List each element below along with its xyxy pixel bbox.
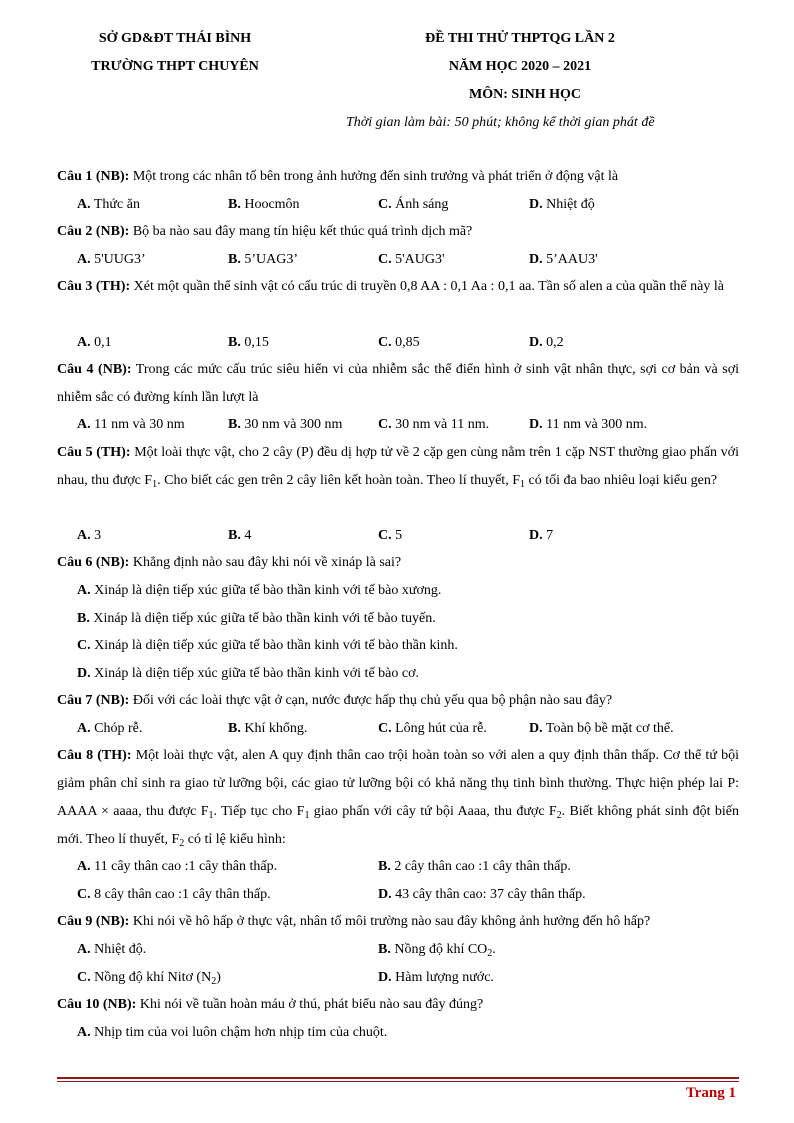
- option-d: D. Toàn bộ bề mặt cơ thể.: [529, 721, 674, 736]
- question-text: Khẳng định nào sau đây khi nói về xináp là sai?: [129, 555, 402, 570]
- option-d: D. 5’AAU3': [529, 252, 598, 267]
- option-b: B. 0,15: [228, 335, 269, 350]
- question-label: Câu 2 (NB):: [57, 224, 130, 239]
- option-c: C. 8 cây thân cao :1 cây thân thấp.: [77, 887, 271, 902]
- question-5: Câu 5 (TH): Một loài thực vật, cho 2 cây (P) đều dị hợp tử về 2 cặp gen cùng nằm trên 1 cặp NST thường giao phấn với nhau, thu được $F_1$. Cho biết các gen trên 2 cây liên kết hoàn toàn. Theo lí thuyết, $F_1$ có tối đa bao nhiêu loại kiểu gen?: [57, 445, 739, 490]
- option-c: C. 5'AUG3': [378, 252, 445, 267]
- option-c: C. Xináp là diện tiếp xúc giữa tế bào thần kinh với tế bào thần kinh.: [77, 638, 458, 653]
- footer-rule-thin: [57, 1081, 739, 1082]
- option-d: D. 43 cây thân cao: 37 cây thân thấp.: [378, 887, 586, 902]
- option-a: A. Chóp rễ.: [77, 721, 143, 736]
- option-d: D. Hàm lượng nước.: [378, 970, 494, 985]
- option-d: D. Nhiệt độ: [529, 197, 595, 212]
- option-b: B. Hoocmôn: [228, 197, 300, 212]
- option-c: C. 30 nm và 11 nm.: [378, 417, 490, 432]
- option-c: C. 0,85: [378, 335, 420, 350]
- exam-title: ĐỀ THI THỬ THPTQG LẦN 2: [425, 31, 615, 46]
- question-label: Câu 4 (NB):: [57, 362, 132, 377]
- question-label: Câu 3 (TH):: [57, 279, 131, 294]
- option-b: B. 4: [228, 528, 252, 543]
- option-a: A. 0,1: [77, 335, 112, 350]
- question-7: [57, 687, 739, 715]
- question-text: Bộ ba nào sau đây mang tín hiệu kết thúc quá trình dịch mã?: [129, 224, 473, 239]
- question-10: [57, 991, 739, 1019]
- question-2: [57, 218, 739, 246]
- question-label: Câu 5 (TH):: [57, 445, 131, 460]
- option-b: B. 30 nm và 300 nm: [228, 417, 343, 432]
- question-6: [57, 549, 739, 577]
- exam-time: Thời gian làm bài: 50 phút; không kể thời gian phát đề: [346, 115, 655, 130]
- page-number: Trang 1: [685, 1085, 736, 1101]
- question-label: Câu 1 (NB):: [57, 169, 130, 184]
- question-label: Câu 9 (NB):: [57, 914, 130, 929]
- option-a: A. 11 nm và 30 nm: [77, 417, 185, 432]
- subject: MÔN: SINH HỌC: [469, 87, 581, 102]
- school-year: NĂM HỌC 2020 – 2021: [448, 59, 592, 74]
- question-9: [57, 908, 739, 936]
- question-text: Một trong các nhân tố bên trong ảnh hưởng đến sinh trưởng và phát triển ở động vật là: [129, 169, 619, 184]
- option-c: C. Nồng độ khí Nitơ $(N_2)$: [77, 970, 221, 987]
- option-c: C. 5: [378, 528, 403, 543]
- question-8: Câu 8 (TH): Một loài thực vật, alen A quy định thân cao trội hoàn toàn so với alen a quy định thân thấp. Cơ thể tứ bội giảm phân chỉ sinh ra giao tử lưỡng bội, các giao tử lưỡng bội có khả năng thụ tinh bình thường. Thực hiện phép lai P: AAAA × aaaa, thu được $F_1$. Tiếp tục cho $F_1$ giao phấn với cây tứ bội Aaaa, thu được $F_2$. Biết không phát sinh đột biến mới. Theo lí thuyết, $F_2$ có tỉ lệ kiểu hình:: [57, 748, 740, 849]
- question-label: Câu 7 (NB):: [57, 693, 130, 708]
- option-b: B. 5’UAG3’: [228, 252, 298, 267]
- question-1: [57, 163, 739, 191]
- school-department: SỞ GD&ĐT THÁI BÌNH: [98, 31, 252, 46]
- question-label: Câu 6 (NB):: [57, 555, 130, 570]
- option-a: A. Nhiệt độ.: [77, 942, 147, 957]
- option-a: A. 5'UUG3’: [77, 252, 146, 267]
- question-label: Câu 8 (TH):: [57, 748, 132, 763]
- question-text: Trong các mức cấu trúc siêu hiển vi của nhiễm sắc thể điển hình ở sinh vật nhân thực, sợi cơ bản và sợi nhiễm sắc có đường kính lần lượt là: [57, 362, 739, 405]
- footer-rule: [57, 1077, 739, 1079]
- option-a: A. 11 cây thân cao :1 cây thân thấp.: [77, 859, 278, 874]
- option-c: C. Ánh sáng: [378, 197, 449, 212]
- option-d: D. Xináp là diện tiếp xúc giữa tế bào thần kinh với tế bào cơ.: [77, 666, 419, 681]
- school-name: TRƯỜNG THPT CHUYÊN: [91, 59, 259, 74]
- question-label: Câu 10 (NB):: [57, 997, 137, 1012]
- question-text: Đối với các loài thực vật ở cạn, nước được hấp thụ chủ yếu qua bộ phận nào sau đây?: [129, 693, 613, 708]
- question-3: [57, 273, 739, 301]
- option-d: D. 0,2: [529, 335, 564, 350]
- question-text: Xét một quần thể sinh vật có cấu trúc di truyền 0,8 AA : 0,1 Aa : 0,1 aa. Tần số alen a của quần thể này là: [130, 279, 724, 294]
- option-a: A. Nhịp tim của voi luôn chậm hơn nhịp tim của chuột.: [77, 1025, 388, 1040]
- question-text: Khi nói về tuần hoàn máu ở thú, phát biểu nào sau đây đúng?: [136, 997, 484, 1012]
- option-a: A. 3: [77, 528, 102, 543]
- option-a: A. Thức ăn: [77, 197, 140, 212]
- question-text: Khi nói về hô hấp ở thực vật, nhân tố môi trường nào sau đây không ảnh hưởng đến hô hấp?: [129, 914, 651, 929]
- option-b: B. Nồng độ khí $CO_2$.: [378, 942, 496, 959]
- option-b: B. 2 cây thân cao :1 cây thân thấp.: [378, 859, 571, 874]
- option-c: C. Lông hút của rễ.: [378, 721, 487, 736]
- question-4: [57, 356, 739, 412]
- option-d: D. 11 nm và 300 nm.: [529, 417, 648, 432]
- option-d: D. 7: [529, 528, 554, 543]
- option-b: B. Khí khổng.: [228, 721, 308, 736]
- option-a: A. Xináp là diện tiếp xúc giữa tế bào thần kinh với tế bào xương.: [77, 583, 442, 598]
- option-b: B. Xináp là diện tiếp xúc giữa tế bào thần kinh với tế bào tuyến.: [77, 611, 436, 626]
